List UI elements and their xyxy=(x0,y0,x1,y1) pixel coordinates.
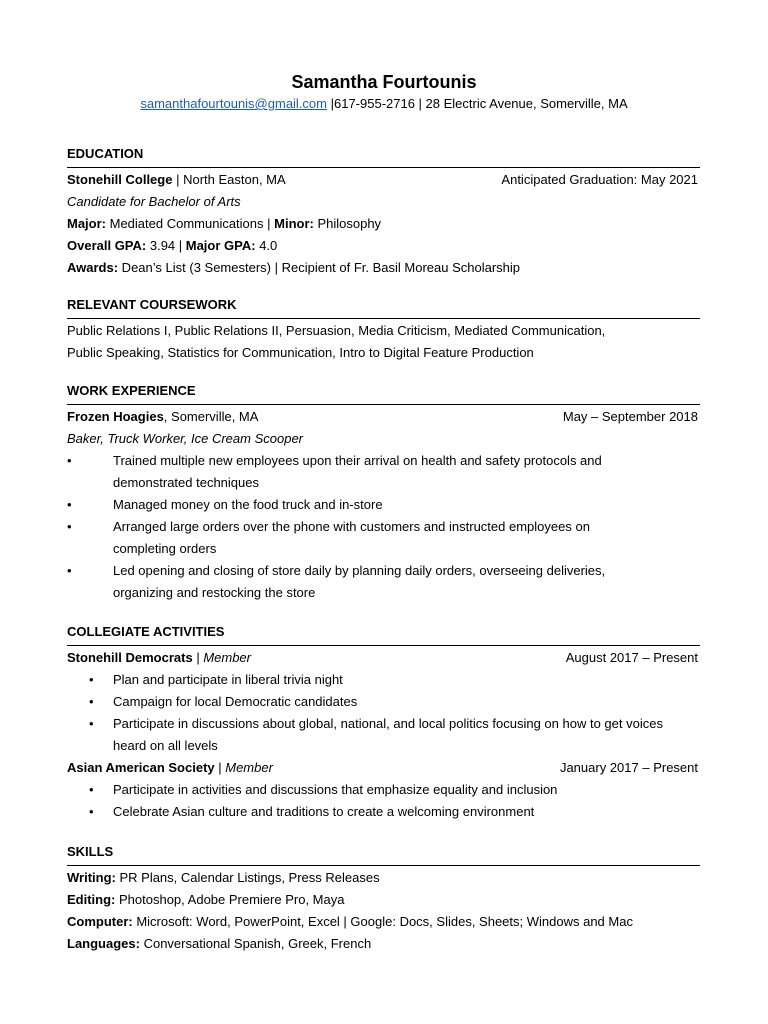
work-section xyxy=(67,382,700,604)
org-1-name: Stonehill Democrats xyxy=(67,650,193,665)
languages-label: Languages: xyxy=(67,936,140,951)
list-item xyxy=(67,713,700,757)
skills-title: SKILLS xyxy=(67,843,700,866)
bullet-text: Trained multiple new employees upon their arrival on health and safety protocols and xyxy=(113,453,602,468)
minor-label: Minor: xyxy=(274,216,314,231)
contact-details: |617-955-2716 | 28 Electric Avenue, Somerville, MA xyxy=(327,96,628,111)
bullet-text: Plan and participate in liberal trivia night xyxy=(113,672,343,687)
bullet-icon: • xyxy=(67,563,72,578)
list-item xyxy=(67,779,700,801)
editing-line xyxy=(67,889,700,911)
bullet-text: Arranged large orders over the phone with customers and instructed employees on xyxy=(113,519,590,534)
education-title: EDUCATION xyxy=(67,145,700,168)
bullet-text: Campaign for local Democratic candidates xyxy=(113,694,358,709)
bullet-text-cont: completing orders xyxy=(113,541,217,556)
bullet-icon: • xyxy=(89,782,94,797)
major-gpa-value: 4.0 xyxy=(255,238,278,253)
bullet-icon: • xyxy=(67,453,72,468)
email-link[interactable]: samanthafourtounis@gmail.com xyxy=(140,96,327,111)
writing-value: PR Plans, Calendar Listings, Press Releases xyxy=(115,870,380,885)
gpa-line xyxy=(67,235,700,257)
bullet-text: Participate in activities and discussions that emphasize equality and inclusion xyxy=(113,782,558,797)
school-name: Stonehill College xyxy=(67,172,173,187)
school-location: | North Easton, MA xyxy=(172,172,286,187)
work-dates: May – September 2018 xyxy=(562,409,698,424)
writing-label: Writing: xyxy=(67,870,116,885)
bullet-icon: • xyxy=(89,694,94,709)
awards-label: Awards: xyxy=(67,260,119,275)
activities-title: COLLEGIATE ACTIVITIES xyxy=(67,623,700,646)
computer-line xyxy=(67,911,700,933)
list-item xyxy=(67,516,700,560)
org-1-dates: August 2017 – Present xyxy=(565,650,698,665)
bullet-text-cont: demonstrated techniques xyxy=(113,475,259,490)
awards-line xyxy=(67,257,700,279)
degree: Candidate for Bachelor of Arts xyxy=(67,194,241,209)
bullet-icon: • xyxy=(89,672,94,687)
graduation-date: Anticipated Graduation: May 2021 xyxy=(501,172,698,187)
bullet-text: Led opening and closing of store daily by planning daily orders, overseeing deliveries, xyxy=(113,563,606,578)
org-2-bullets xyxy=(67,779,700,823)
coursework-title: RELEVANT COURSEWORK xyxy=(67,296,700,319)
activities-section xyxy=(67,623,700,823)
gpa-value: 3.94 | xyxy=(146,238,186,253)
org-2-name: Asian American Society xyxy=(67,760,215,775)
employer-name: Frozen Hoagies xyxy=(67,409,164,424)
list-item xyxy=(67,450,700,494)
school-line xyxy=(67,169,700,191)
bullet-icon: • xyxy=(89,804,94,819)
org-2-dates: January 2017 – Present xyxy=(559,760,698,775)
list-item xyxy=(67,669,700,691)
work-title: WORK EXPERIENCE xyxy=(67,382,700,405)
org-1-line xyxy=(67,647,700,669)
resume-header xyxy=(0,70,768,114)
org-2-separator: | xyxy=(214,760,226,775)
org-1-separator: | xyxy=(192,650,204,665)
skills-section xyxy=(67,843,700,955)
languages-value: Conversational Spanish, Greek, French xyxy=(139,936,372,951)
computer-label: Computer: xyxy=(67,914,133,929)
bullet-text: Participate in discussions about global, national, and local politics focusing on how to get voices xyxy=(113,716,663,731)
contact-line xyxy=(0,94,768,114)
bullet-icon: • xyxy=(89,716,94,731)
editing-value: Photoshop, Adobe Premiere Pro, Maya xyxy=(115,892,345,907)
awards-value: Dean’s List (3 Semesters) | Recipient of Fr. Basil Moreau Scholarship xyxy=(118,260,521,275)
bullet-text-cont: organizing and restocking the store xyxy=(113,585,316,600)
major-value: Mediated Communications | xyxy=(106,216,275,231)
minor-value: Philosophy xyxy=(313,216,382,231)
org-1-bullets xyxy=(67,669,700,757)
computer-value: Microsoft: Word, PowerPoint, Excel | Google: Docs, Slides, Sheets; Windows and Mac xyxy=(132,914,633,929)
coursework-section xyxy=(67,296,700,364)
gpa-label: Overall GPA: xyxy=(67,238,147,253)
list-item xyxy=(67,560,700,604)
bullet-text: Celebrate Asian culture and traditions to create a welcoming environment xyxy=(113,804,535,819)
candidate-name: Samantha Fourtounis xyxy=(291,72,477,92)
major-line xyxy=(67,213,700,235)
major-gpa-label: Major GPA: xyxy=(185,238,256,253)
list-item xyxy=(67,494,700,516)
writing-line xyxy=(67,867,700,889)
list-item xyxy=(67,691,700,713)
languages-line xyxy=(67,933,700,955)
org-2-line xyxy=(67,757,700,779)
bullet-icon: • xyxy=(67,519,72,534)
editing-label: Editing: xyxy=(67,892,116,907)
bullet-text: Managed money on the food truck and in-store xyxy=(113,497,383,512)
bullet-icon: • xyxy=(67,497,72,512)
major-label: Major: xyxy=(67,216,106,231)
bullet-text-cont: heard on all levels xyxy=(113,738,218,753)
work-bullets xyxy=(67,450,700,604)
education-section xyxy=(67,145,700,279)
coursework-line-1: Public Relations I, Public Relations II, Persuasion, Media Criticism, Mediated Communication, xyxy=(67,323,606,338)
work-role: Baker, Truck Worker, Ice Cream Scooper xyxy=(67,431,303,446)
coursework-line-2: Public Speaking, Statistics for Communication, Intro to Digital Feature Production xyxy=(67,345,534,360)
list-item xyxy=(67,801,700,823)
org-1-role: Member xyxy=(203,650,251,665)
org-2-role: Member xyxy=(225,760,273,775)
employer-location: , Somerville, MA xyxy=(163,409,259,424)
employer-line xyxy=(67,406,700,428)
